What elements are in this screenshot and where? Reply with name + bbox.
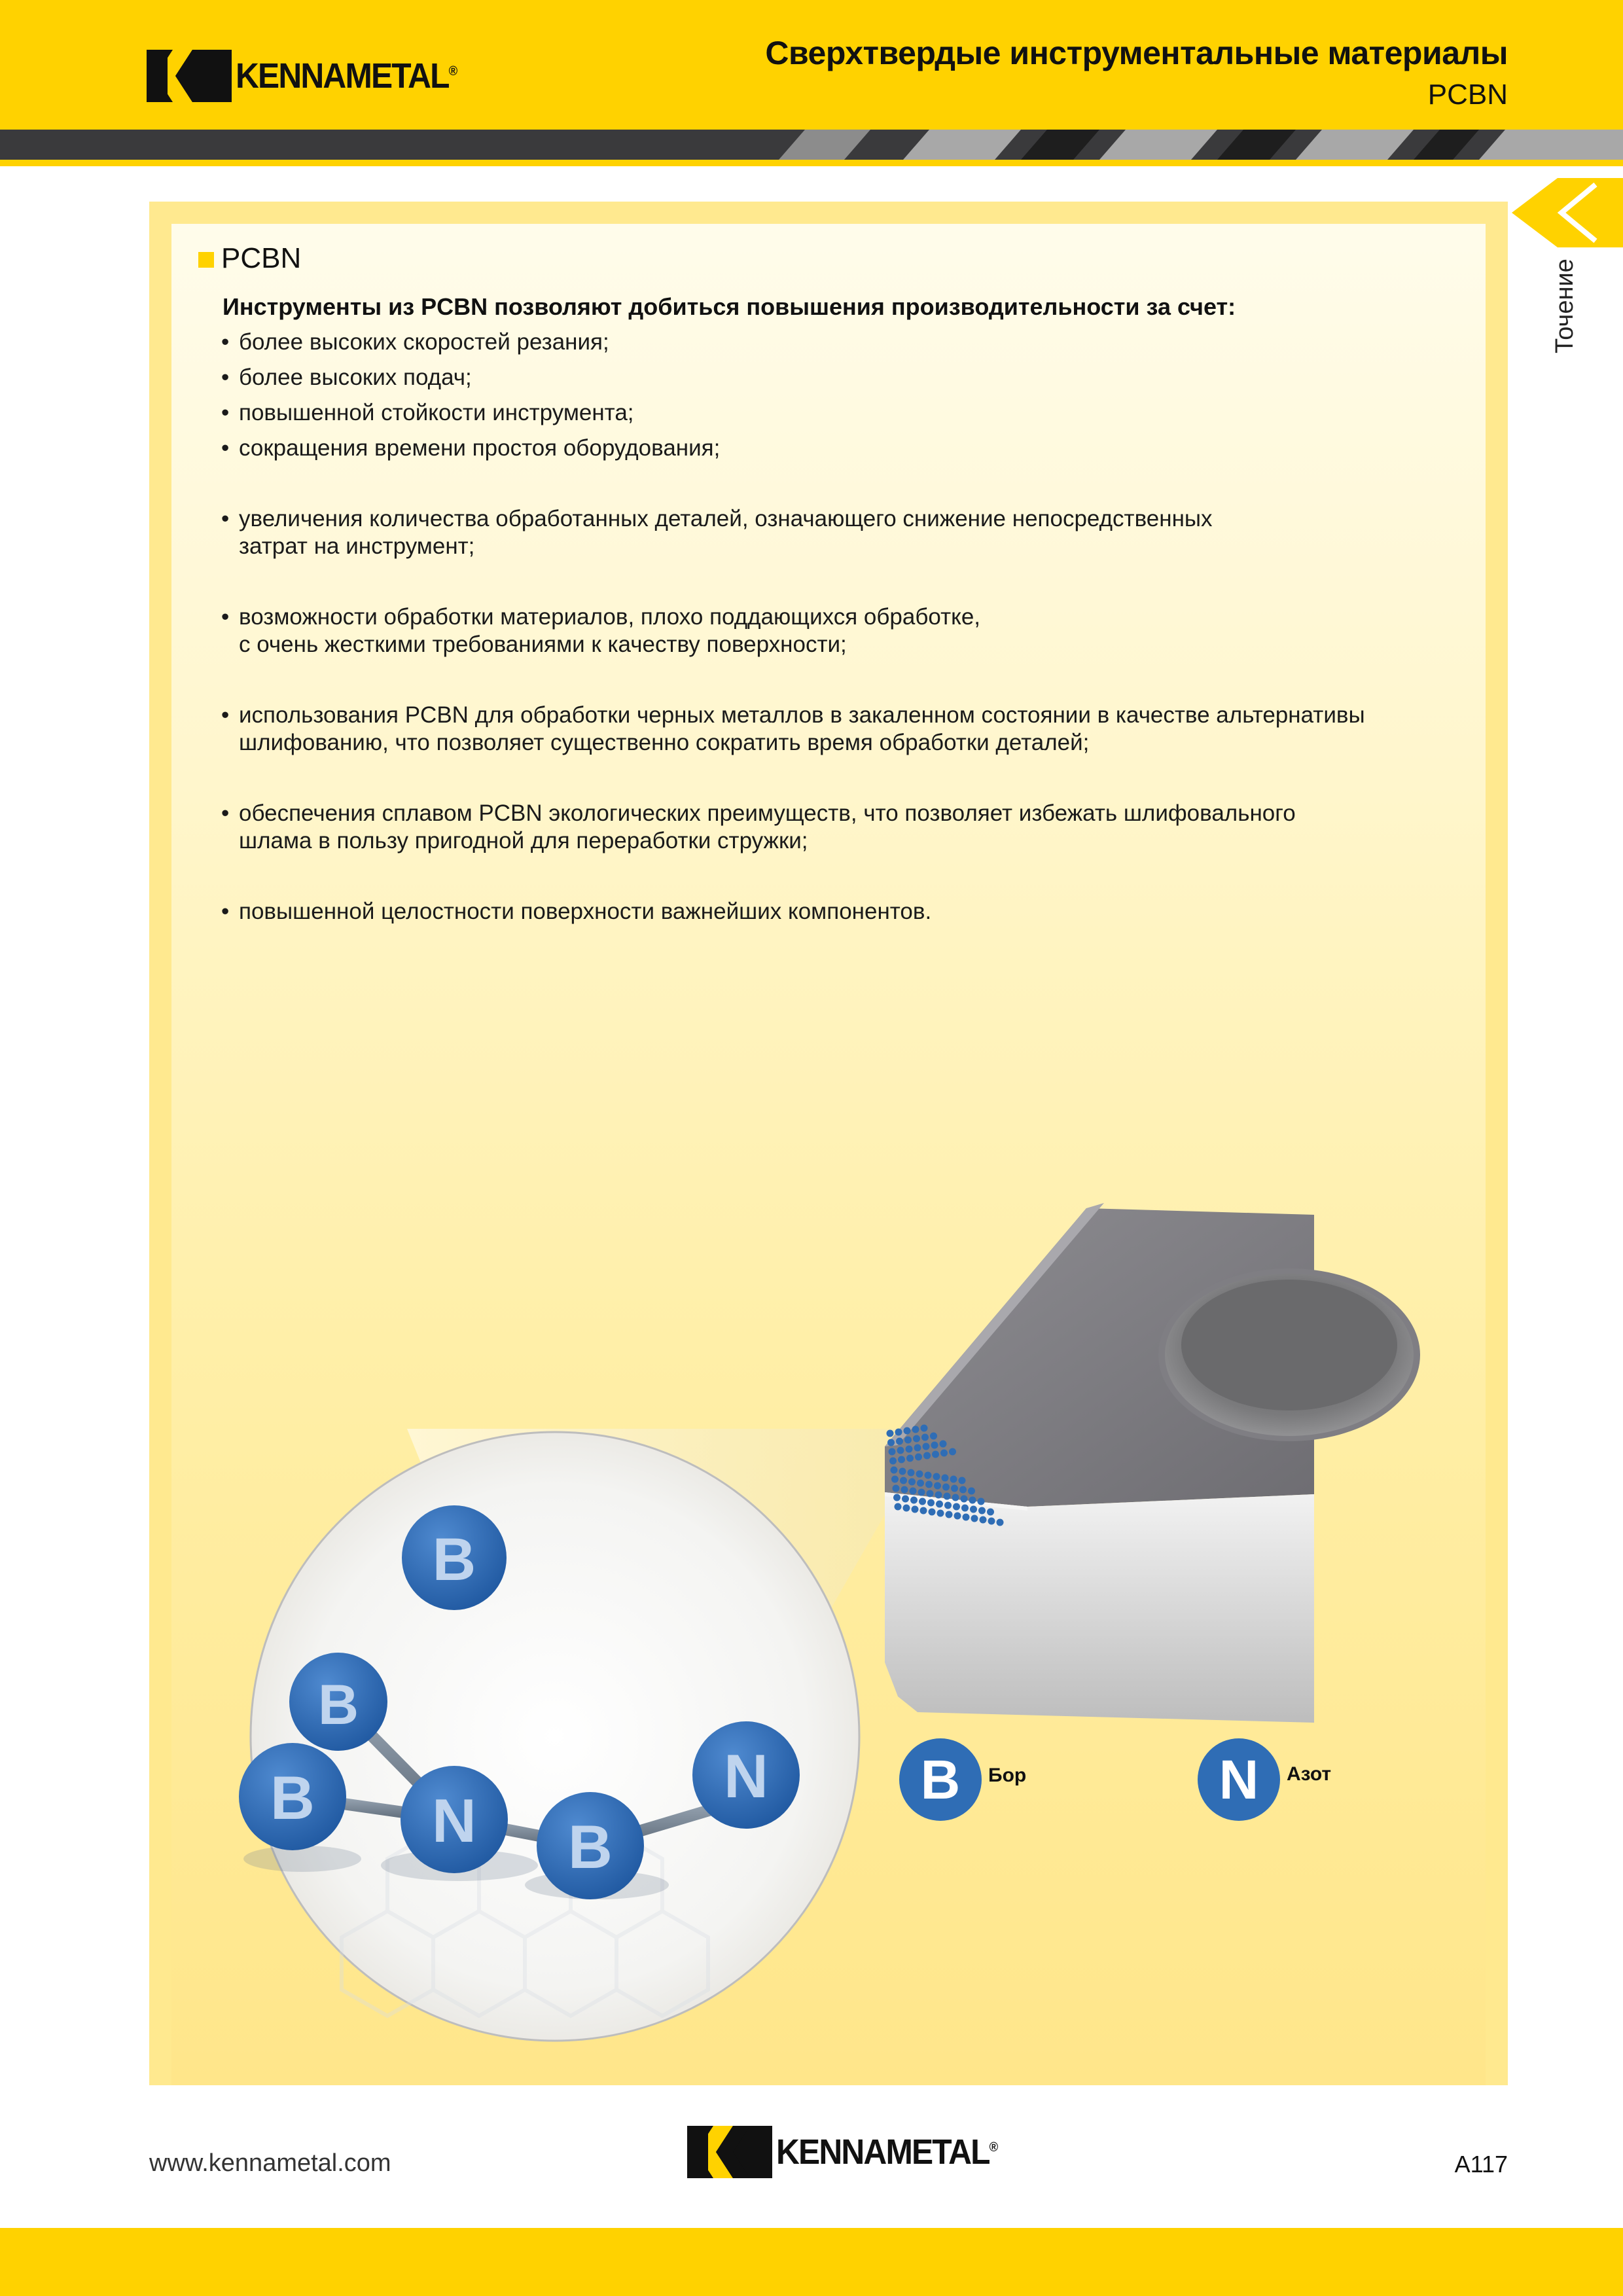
lattice-atom-dot (923, 1443, 930, 1450)
list-item-line: использования PCBN для обработки черных металлов в закаленном состоянии в качестве альтернативы (239, 702, 1365, 728)
atom-symbol: N (432, 1786, 476, 1855)
list-item-line: шлифованию, что позволяет существенно сократить время обработки деталей; (239, 730, 1090, 755)
lattice-atom-dot (891, 1467, 898, 1474)
list-item-line: повышенной целостности поверхности важнейших компонентов. (239, 899, 932, 924)
lattice-atom-dot (903, 1505, 910, 1512)
lattice-atom-dot (997, 1519, 1004, 1526)
list-item-line: более высоких скоростей резания; (239, 329, 609, 355)
bullet-dot: • (221, 702, 230, 728)
lattice-atom-dot (925, 1472, 932, 1479)
lattice-atom-dot (929, 1509, 936, 1516)
list-item-line: более высоких подач; (239, 365, 472, 390)
lattice-atom-dot (899, 1468, 906, 1475)
lattice-atom-dot (910, 1488, 917, 1495)
boron-atom (239, 1743, 346, 1850)
lattice-atom-dot (912, 1506, 919, 1513)
lattice-atom-dot (889, 1458, 897, 1465)
lattice-atom-dot (904, 1437, 912, 1444)
lattice-atom-dot (961, 1496, 968, 1503)
lattice-atom-dot (923, 1452, 931, 1460)
lattice-atom-dot (946, 1511, 953, 1518)
nitrogen-atom (401, 1766, 508, 1873)
atom-symbol: B (270, 1763, 315, 1832)
lattice-atom-dot (959, 1477, 966, 1484)
pcbn-insert (885, 1203, 1420, 1723)
list-item-line: с очень жесткими требованиями к качеству поверхности; (239, 632, 847, 657)
lattice-atom-dot (919, 1498, 926, 1505)
bullet-dot: • (221, 400, 230, 425)
lattice-atom-dot (942, 1475, 949, 1482)
logo-wordmark: KENNAMETAL (776, 2132, 990, 2172)
page-number: A117 (1454, 2151, 1508, 2178)
lattice-atom-dot (915, 1454, 922, 1461)
bullet-dot: • (221, 800, 230, 826)
lattice-atom-dot (920, 1507, 927, 1515)
lattice-atom-dot (961, 1505, 969, 1512)
lattice-atom-dot (902, 1496, 909, 1503)
chapter-tab-arrow-icon[interactable] (1512, 178, 1623, 247)
lattice-atom-dot (917, 1480, 924, 1487)
lattice-atom-dot (910, 1497, 918, 1504)
lattice-atom-dot (921, 1425, 928, 1432)
footer-band (0, 2228, 1623, 2296)
lattice-atom-dot (908, 1479, 916, 1486)
lattice-atom-dot (934, 1482, 941, 1490)
lattice-atom-dot (980, 1516, 987, 1524)
lattice-atom-dot (895, 1503, 902, 1511)
lattice-atom-dot (887, 1439, 895, 1446)
boron-atom (402, 1505, 507, 1610)
legend-nitrogen-label: Азот (1287, 1763, 1332, 1785)
lattice-atom-dot (927, 1499, 935, 1507)
lattice-atom-dot (914, 1444, 921, 1452)
list-item-line: увеличения количества обработанных деталей, означающего снижение непосредственных (239, 506, 1213, 531)
lattice-atom-dot (970, 1506, 977, 1513)
list-item-line: сокращения времени простоя оборудования; (239, 435, 721, 461)
atom-symbol: N (724, 1742, 768, 1810)
lattice-atom-dot (889, 1448, 896, 1456)
header-subtitle: PCBN (1427, 79, 1508, 111)
lattice-atom-dot (954, 1513, 961, 1520)
lattice-atom-dot (963, 1514, 970, 1521)
logo-wordmark: KENNAMETAL (236, 56, 449, 96)
lattice-atom-dot (971, 1515, 978, 1522)
logo-trademark: ® (989, 2140, 997, 2155)
lattice-atom-dot (904, 1427, 911, 1435)
lattice-atom-dot (951, 1485, 958, 1492)
chapter-tab-label[interactable] (1525, 259, 1578, 373)
list-item-line: обеспечения сплавом PCBN экологических преимуществ, что позволяет избежать шлифовального (239, 800, 1296, 826)
list-item-line: возможности обработки материалов, плохо поддающихся обработке, (239, 604, 981, 630)
lattice-atom-dot (921, 1434, 929, 1441)
lattice-atom-dot (949, 1448, 956, 1456)
bullet-dot: • (221, 899, 230, 924)
lattice-atom-dot (895, 1429, 902, 1436)
atom-symbol: B (317, 1674, 359, 1736)
footer-website-link[interactable]: www.kennametal.com (149, 2149, 391, 2177)
lattice-atom-dot (887, 1430, 894, 1437)
bullet-dot: • (221, 365, 230, 390)
list-item-line: затрат на инструмент; (239, 533, 475, 559)
legend-nitrogen-icon: N (1198, 1738, 1280, 1821)
chapter-tab-text: Точение (1551, 259, 1578, 353)
boron-atom (289, 1653, 387, 1751)
atom-symbol: B (432, 1526, 476, 1593)
lattice-atom-dot (950, 1476, 957, 1483)
lattice-atom-dot (898, 1456, 905, 1463)
header-stripe-band (0, 130, 1623, 160)
lattice-atom-dot (953, 1503, 960, 1511)
bullet-dot: • (221, 435, 230, 461)
legend-boron-label: Бор (988, 1765, 1027, 1786)
bullet-dot: • (221, 506, 230, 531)
lattice-atom-dot (959, 1486, 967, 1494)
lattice-atom-dot (913, 1435, 920, 1443)
lattice-atom-dot (937, 1510, 944, 1517)
lattice-atom-dot (925, 1481, 933, 1488)
lattice-atom-dot (940, 1450, 948, 1457)
kennametal-k-mark-icon (687, 2126, 772, 2178)
bullet-dot: • (221, 329, 230, 355)
nitrogen-atom (692, 1721, 800, 1829)
lattice-atom-dot (933, 1473, 940, 1480)
lattice-atom-dot (912, 1426, 919, 1433)
boron-atom (537, 1792, 644, 1899)
lattice-atom-dot (908, 1469, 915, 1477)
lattice-atom-dot (931, 1442, 938, 1449)
kennametal-logo (147, 50, 476, 102)
lattice-atom-dot (916, 1471, 923, 1478)
lattice-atom-dot (900, 1477, 907, 1484)
kennametal-k-mark-icon (147, 50, 232, 102)
lattice-atom-dot (930, 1433, 937, 1440)
section-title: PCBN (221, 242, 302, 274)
footer-kennametal-logo (687, 2126, 1016, 2178)
lattice-atom-dot (968, 1488, 975, 1495)
lattice-atom-dot (935, 1492, 942, 1499)
lattice-atom-dot (978, 1498, 985, 1505)
lattice-atom-dot (891, 1476, 899, 1483)
lattice-atom-dot (927, 1490, 934, 1498)
lattice-atom-dot (918, 1489, 925, 1496)
list-item-line: шлама в пользу пригодной для переработки стружки; (239, 828, 808, 853)
lattice-atom-dot (896, 1438, 903, 1445)
lattice-atom-dot (987, 1509, 994, 1516)
lattice-atom-dot (944, 1493, 951, 1500)
lattice-atom-dot (944, 1502, 952, 1509)
lattice-atom-dot (906, 1446, 913, 1453)
lattice-atom-dot (906, 1455, 914, 1462)
section-marker-icon (198, 252, 214, 268)
atom-symbol: B (568, 1812, 613, 1881)
section-intro: Инструменты из PCBN позволяют добиться повышения производительности за счет: (223, 293, 1236, 320)
lattice-atom-dot (942, 1484, 950, 1491)
header-rule (0, 160, 1623, 166)
lattice-atom-dot (936, 1501, 943, 1508)
lattice-atom-dot (897, 1447, 904, 1454)
lattice-atom-dot (978, 1507, 986, 1515)
lattice-atom-dot (988, 1518, 995, 1525)
lattice-atom-dot (893, 1494, 901, 1501)
lattice-atom-dot (969, 1497, 976, 1504)
lattice-atom-dot (952, 1494, 959, 1501)
lattice-atom-dot (901, 1486, 908, 1494)
list-item-line: повышенной стойкости инструмента; (239, 400, 634, 425)
bullet-dot: • (221, 604, 230, 630)
lattice-atom-dot (893, 1485, 900, 1492)
header-title: Сверхтвердые инструментальные материалы (765, 35, 1508, 71)
pcbn-illustration (171, 1165, 1486, 2085)
legend-boron-icon: B (899, 1738, 982, 1821)
lattice-atom-dot (940, 1441, 947, 1448)
logo-trademark: ® (448, 64, 457, 79)
lattice-atom-dot (932, 1451, 939, 1458)
